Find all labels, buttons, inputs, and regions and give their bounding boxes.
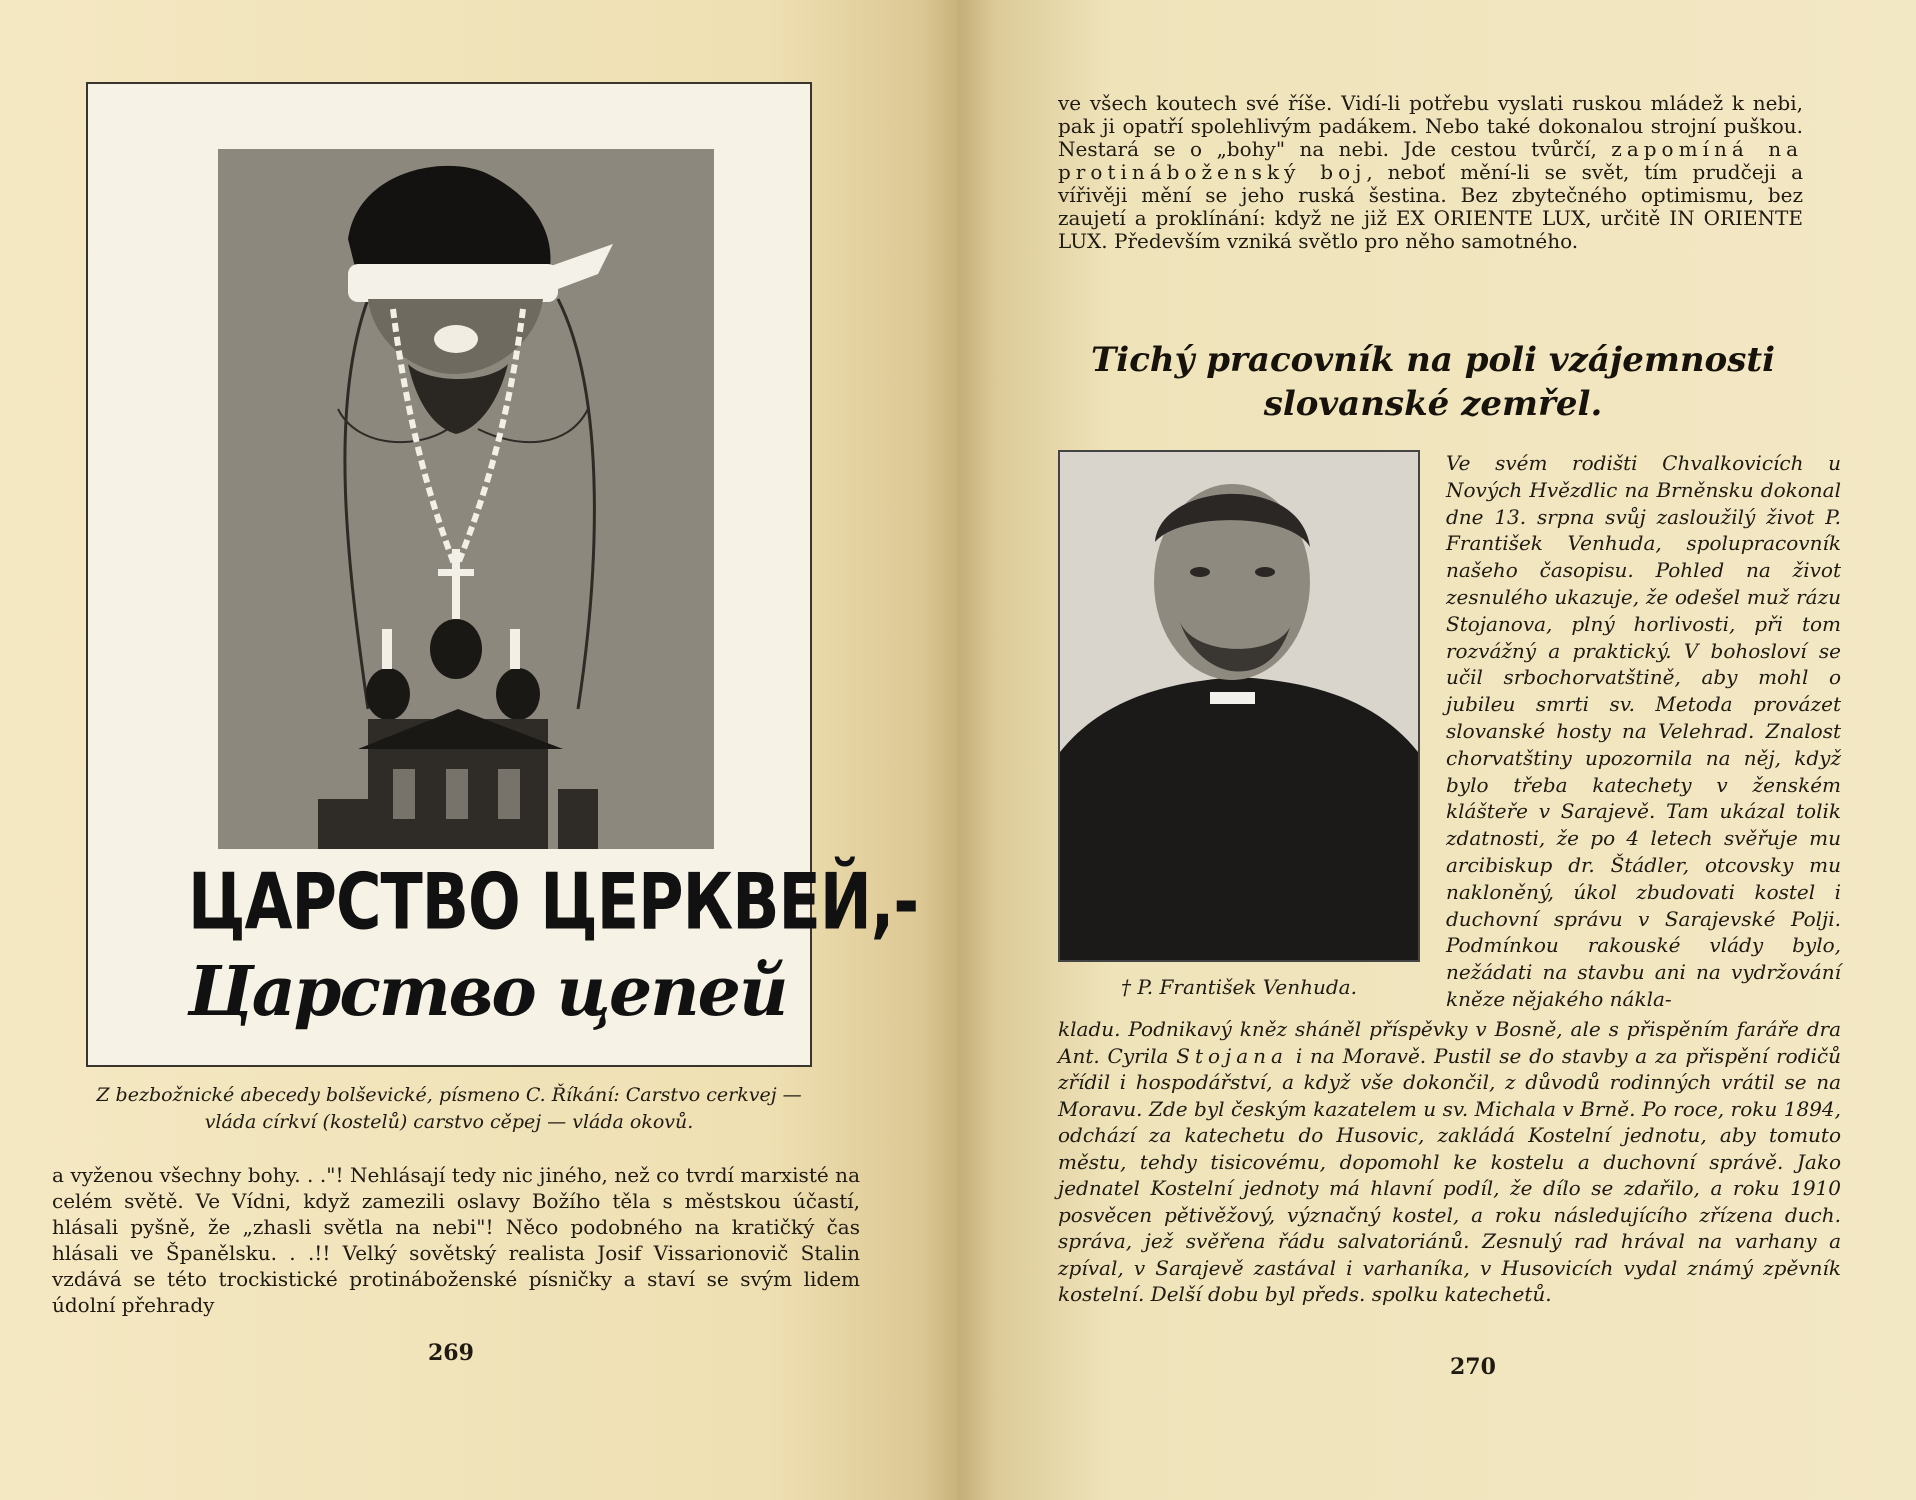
right-top-text <box>1058 92 1803 253</box>
poster-title-line2: Царство цепей <box>188 952 787 1032</box>
left-body-text: a vyženou všechny bohy. . ."! Nehlásají tedy nic jiného, než co tvrdí marxisté na celém světě. Ve Vídni, když zamezili oslavy Božího těla s městskou účastí, hlásali pyšně, že „zhasli světla na nebi"! Něco podobného na kratičký čas hlásali ve Španělsku. . .!! Velký sovětský realista Josif Vissarionovič Stalin vzdává se této trockistické protináboženské písničky a staví se svým lidem údolní přehrady <box>52 1163 860 1317</box>
portrait-photo <box>1058 450 1420 962</box>
portrait-caption: † P. František Venhuda. <box>1121 975 1357 999</box>
obituary-full-text <box>1058 1016 1841 1308</box>
portrait-icon <box>1060 452 1418 960</box>
obituary-full-text-part1: kladu. Podnikavý kněz sháněl příspěvky v Bosně, ale s přispěním faráře dra Ant. Cyrila <box>1058 1017 1841 1068</box>
right-top-text-part1: ve všech koutech své říše. Vidí-li potřebu vyslati ruskou mládež k nebi, pak ji opatří spolehlivým padákem. Nebo také dokonalou strojní puškou. Nestará se o „bohy" na nebi. Jde cestou tvůrčí, <box>1058 91 1803 161</box>
poster-caption: Z bezbožnické abecedy bolševické, písmeno C. Říkání: Carstvo cerkvej — vláda církví (kostelů) carstvo cěpej — vláda okovů. <box>96 1084 802 1133</box>
obituary-full-text-spaced: Stojana <box>1176 1043 1288 1068</box>
poster-illustration <box>218 149 714 849</box>
poster-frame <box>86 82 919 1067</box>
poster-title-line1: ЦАРСТВО ЦЕРКВЕЙ,- <box>188 856 919 948</box>
poster-drawing-icon <box>218 149 714 849</box>
article-title: Tichý pracovník na poli vzájemnosti slovanské zemřel. <box>1091 340 1775 424</box>
page-number-left: 269 <box>428 1340 474 1366</box>
obituary-side-text: Ve svém rodišti Chvalkovicích u Nových Hvězdlic na Brněnsku dokonal dne 13. srpna svůj zasloužilý život P. František Venhuda, spolupracovník našeho časopisu. Pohled na život zesnulého ukazuje, že odešel muž rázu Stojanova, plný horlivosti, při tom rozvážný a praktický. V bohosloví se učil srbochorvatštině, aby mohl o jubileu smrti sv. Metoda provázet slovanské hosty na Velehrad. Znalost chorvatštiny upozornila na něj, když bylo třeba katechety v ženském klášteře v Sarajevě. Tam ukázal tolik zdatnosti, že po 4 letech svěřuje mu arcibiskup dr. Štádler, otcovsky mu nakloněný, úkol zbudovati kostel i duchovní správu v Sarajevské Polji. Podmínkou rakouské vlády bylo, nežádati na stavbu ani na vydržování kněze nějakého nákla- <box>1446 451 1841 1011</box>
page-number-right: 270 <box>1450 1354 1496 1380</box>
right-top-text-spaced: zapomíná na protináboženský boj <box>1058 137 1803 184</box>
right-top-text-part2: , neboť mění-li se svět, tím prudčeji a vířivěji mění se jeho ruská šestina. Bez zbytečného optimismu, bez zaujetí a proklínání: když ne již EX ORIENTE LUX, určitě IN ORIENTE LUX. Především vzniká světlo pro něho samotného. <box>1058 160 1804 253</box>
obituary-full-text-part2: i na Moravě. Pustil se do stavby a za přispění rodičů zřídil i hospodářství, a když vše dokončil, z důvodů rodinných vrátil se na Moravu. Zde byl českým kazatelem u sv. Michala v Brně. Po roce, roku 1894, odchází za katechetu do Husovic, zakládá Kostelní jednotu, aby tomuto městu, tehdy tisicovému, dopomohl ke kostelu a duchovní správě. Jako jednatel Kostelní jednoty má hlavní podíl, že dílo se zdařilo, a roku 1910 posvěcen pětivěžový, význačný kostel, a roku následujícího zřízena duch. správa, jež svěřena řádu salvatoriánů. Zesnulý rad hrával na varhany a zpíval, v Sarajevě zastával i varhaníka, v Husovicích vydal známý zpěvník kostelní. Delší dobu byl předs. spolku katechetů. <box>1058 1043 1842 1306</box>
right-page <box>958 0 1916 1500</box>
